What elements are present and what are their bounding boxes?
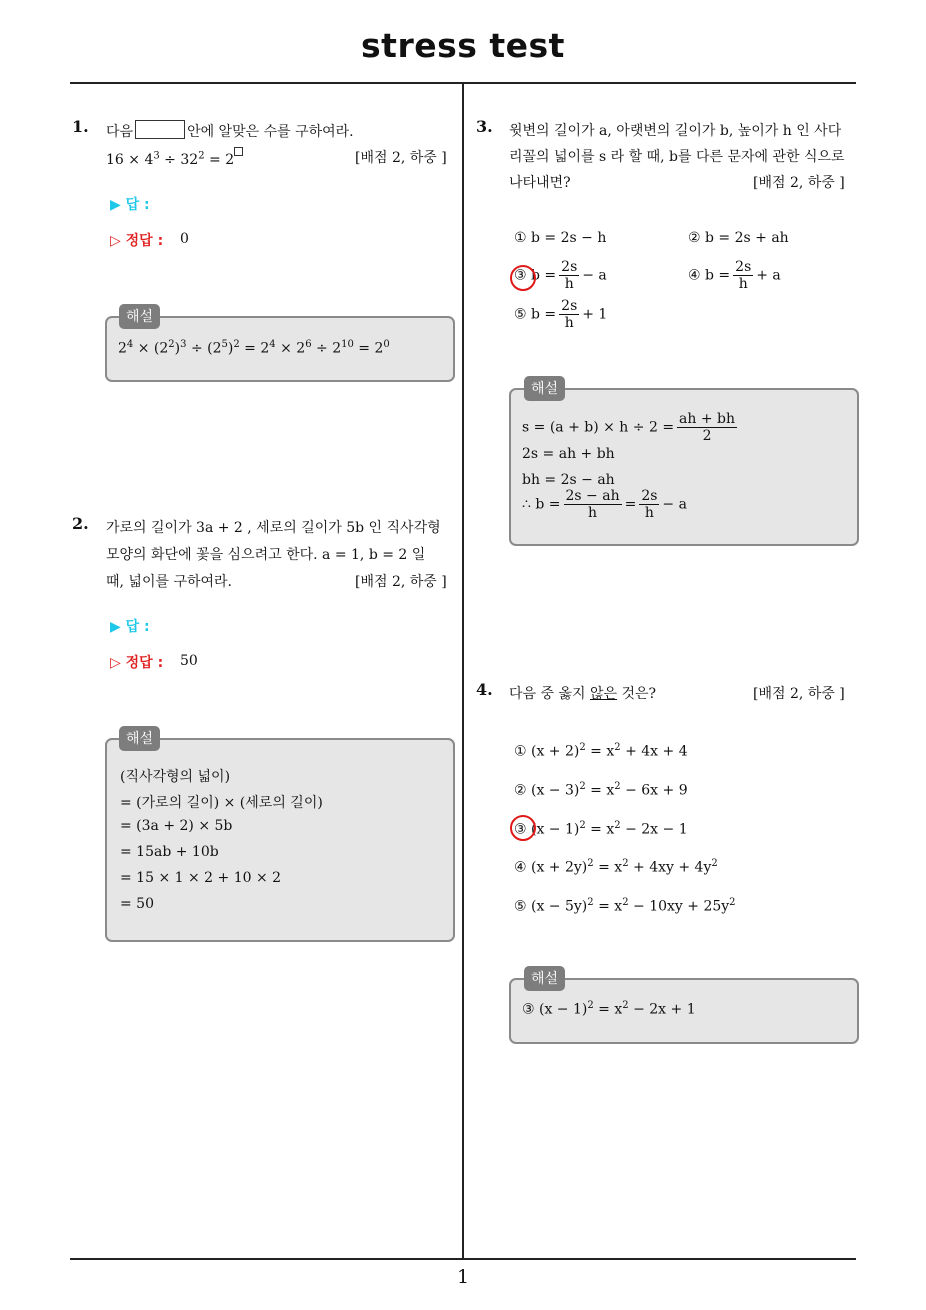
q2-answer-label: ▶ 답 : xyxy=(110,619,150,635)
q2-key-value: 50 xyxy=(180,653,198,669)
selected-answer-circle xyxy=(510,265,536,291)
q3-line-2: 리꼴의 넓이를 s 라 할 때, b를 다른 문자에 관한 식으로 xyxy=(509,149,845,165)
q1-text-post: 안에 알맞은 수를 구하여라. xyxy=(187,124,354,140)
q1-text xyxy=(106,120,354,141)
q3-number: 3. xyxy=(476,117,493,136)
q2-explanation-line: (직사각형의 넓이) xyxy=(120,769,231,785)
q3-option-1[interactable]: ① b = 2s − h xyxy=(514,230,607,246)
q3-explanation-tag: 해설 xyxy=(524,376,565,401)
q2-explanation-line: = 15 × 1 × 2 + 10 × 2 xyxy=(120,870,282,886)
q4-text xyxy=(509,683,656,703)
q2-explanation-line: = (가로의 길이) × (세로의 길이) xyxy=(120,795,323,811)
q2-key-label: ▷ 정답 : xyxy=(110,655,164,671)
q1-explanation-tag: 해설 xyxy=(119,304,160,329)
q2-explanation-line: = 15ab + 10b xyxy=(120,844,219,860)
q3-explanation-line: bh = 2s − ah xyxy=(522,472,615,488)
q1-blank-box xyxy=(135,120,185,139)
q1-answer-label: ▶ 답 : xyxy=(110,197,150,213)
q2-line-1: 가로의 길이가 3a + 2 , 세로의 길이가 5b 인 직사각형 xyxy=(106,520,441,536)
q3-option-3[interactable]: ③ b = $\frac{2s}{h}$ − a xyxy=(514,259,607,292)
q3-option-4[interactable]: ④ b = $\frac{2s}{h}$ + a xyxy=(688,259,781,292)
q4-text-post: 것은? xyxy=(621,686,657,702)
q4-option-5[interactable]: ⑤ $(x - 5y)^2 = x^2 - 10xy + 25y^2$ xyxy=(514,897,736,915)
q4-option-3[interactable]: ③ $(x - 1)^2 = x^2 - 2x - 1$ xyxy=(514,820,688,838)
q2-explanation-line: = (3a + 2) × 5b xyxy=(120,818,233,834)
q2-line-3: 때, 넓이를 구하여라. xyxy=(106,574,232,590)
q1-meta: [배점 2, 하중 ] xyxy=(355,150,447,166)
q4-text-pre: 다음 중 옳지 xyxy=(509,686,586,702)
q4-meta: [배점 2, 하중 ] xyxy=(753,686,845,702)
q1-explanation-line: $2^4 \times (2^2)^3 \div (2^5)^2 = 2^4 \times 2^6 \div 2^{10} = 2^0$ xyxy=(118,339,390,357)
q4-option-1[interactable]: ① $(x + 2)^2 = x^2 + 4x + 4$ xyxy=(514,742,688,760)
q2-line-2: 모양의 화단에 꽃을 심으려고 한다. a = 1, b = 2 일 xyxy=(106,547,426,563)
q4-text-underlined: 않은 xyxy=(589,686,618,702)
q2-number: 2. xyxy=(72,514,89,533)
q1-text-pre: 다음 xyxy=(106,124,134,140)
q3-option-5[interactable]: ⑤ b = $\frac{2s}{h}$ + 1 xyxy=(514,298,608,331)
page-title: stress test xyxy=(361,26,565,65)
footer-rule xyxy=(70,1258,856,1260)
q1-expression: $16 \times 4^3 \div 32^2 = 2$ xyxy=(106,147,243,168)
q3-meta: [배점 2, 하중 ] xyxy=(753,175,845,191)
page-number: 1 xyxy=(456,1266,470,1288)
q4-explanation-tag: 해설 xyxy=(524,966,565,991)
q1-key-label: ▷ 정답 : xyxy=(110,233,164,249)
selected-answer-circle xyxy=(510,815,536,841)
q3-explanation-line: 2s = ah + bh xyxy=(522,446,615,462)
q4-explanation-line: ③ $(x - 1)^2 = x^2 - 2x + 1$ xyxy=(522,1000,696,1018)
q3-line-3: 나타내면? xyxy=(509,175,571,191)
q4-number: 4. xyxy=(476,680,493,699)
q4-option-4[interactable]: ④ $(x + 2y)^2 = x^2 + 4xy + 4y^2$ xyxy=(514,858,718,876)
q3-option-2[interactable]: ② b = 2s + ah xyxy=(688,230,789,246)
q3-explanation-line: s = (a + b) × h ÷ 2 = $\frac{ah + bh}{2}$ xyxy=(522,411,736,444)
q2-explanation-line: = 50 xyxy=(120,896,154,912)
q2-explanation-tag: 해설 xyxy=(119,726,160,751)
q1-key-value: 0 xyxy=(180,231,189,247)
q1-number: 1. xyxy=(72,117,89,136)
q3-line-1: 윗변의 길이가 a, 아랫변의 길이가 b, 높이가 h 인 사다 xyxy=(509,123,842,139)
q3-explanation-line: ∴ b = $\frac{2s - ah}{h}$ = $\frac{2s}{h}$ − a xyxy=(522,488,687,521)
q4-option-2[interactable]: ② $(x - 3)^2 = x^2 - 6x + 9$ xyxy=(514,781,688,799)
column-divider xyxy=(462,83,464,1259)
q2-meta: [배점 2, 하중 ] xyxy=(355,574,447,590)
